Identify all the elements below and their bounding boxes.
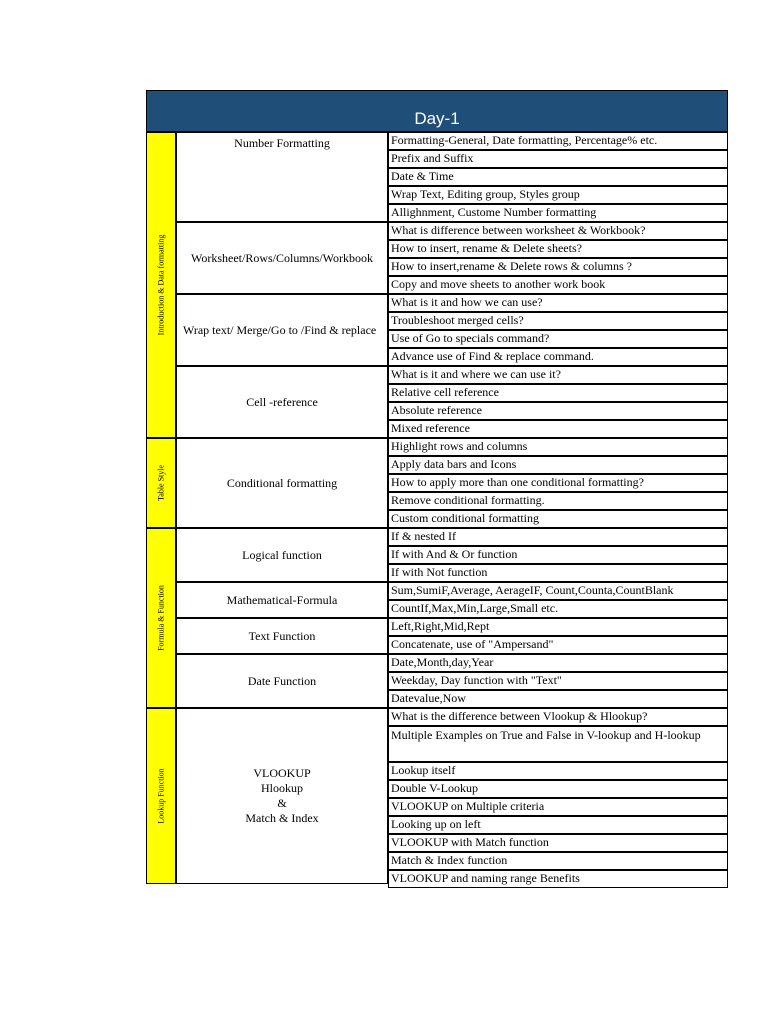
topic-label: Worksheet/Rows/Columns/Workbook — [190, 250, 374, 265]
topic-vlookup — [176, 708, 388, 884]
subtopic-cell: Troubleshoot merged cells? — [388, 312, 728, 330]
subtopic-cell: Custom conditional formatting — [388, 510, 728, 528]
subtopic-cell: What is difference between worksheet & Workbook? — [388, 222, 728, 240]
subtopic-cell: Multiple Examples on True and False in V-lookup and H-lookup — [388, 726, 728, 762]
subtopic-cell: How to apply more than one conditional formatting? — [388, 474, 728, 492]
subtopic-cell: Remove conditional formatting. — [388, 492, 728, 510]
topic-wrap-text — [176, 294, 388, 366]
topic-date-function — [176, 654, 388, 708]
topic-label: Wrap text/ Merge/Go to /Find & replace — [183, 322, 377, 337]
subtopic-cell: Weekday, Day function with "Text" — [388, 672, 728, 690]
subtopic-cell: Wrap Text, Editing group, Styles group — [388, 186, 728, 204]
subtopic-cell: What is it and where we can use it? — [388, 366, 728, 384]
subtopic-cell: Sum,SumiF,Average, AerageIF, Count,Counta,CountBlank — [388, 582, 728, 600]
subtopic-cell: What is it and how we can use? — [388, 294, 728, 312]
topic-line: Hlookup — [261, 781, 303, 795]
topic-label: Date Function — [247, 673, 317, 688]
subtopic-cell: Date,Month,day,Year — [388, 654, 728, 672]
topic-label: Text Function — [248, 628, 316, 643]
subtopic-cell: How to insert,rename & Delete rows & columns ? — [388, 258, 728, 276]
subtopic-cell: VLOOKUP on Multiple criteria — [388, 798, 728, 816]
topic-line: Match & Index — [245, 811, 319, 825]
category-formula — [146, 528, 176, 708]
subtopic-cell: Mixed reference — [388, 420, 728, 438]
topic-logical-function — [176, 528, 388, 582]
category-lookup — [146, 708, 176, 884]
subtopic-cell: Prefix and Suffix — [388, 150, 728, 168]
topic-label: Conditional formatting — [226, 475, 338, 490]
subtopic-cell: Absolute reference — [388, 402, 728, 420]
topic-mathematical-formula — [176, 582, 388, 618]
subtopic-cell: What is the difference between Vlookup & Hlookup? — [388, 708, 728, 726]
subtopic-cell: Concatenate, use of "Ampersand" — [388, 636, 728, 654]
subtopic-cell: CountIf,Max,Min,Large,Small etc. — [388, 600, 728, 618]
topic-worksheet — [176, 222, 388, 294]
subtopic-cell: Highlight rows and columns — [388, 438, 728, 456]
subtopic-cell: Double V-Lookup — [388, 780, 728, 798]
subtopic-cell: Formatting-General, Date formatting, Percentage% etc. — [388, 132, 728, 150]
topic-conditional-formatting — [176, 438, 388, 528]
subtopic-cell: If with And & Or function — [388, 546, 728, 564]
topic-line: VLOOKUP — [253, 766, 311, 780]
category-introduction — [146, 132, 176, 438]
category-label: Lookup Function — [156, 768, 166, 824]
topic-cell-reference — [176, 366, 388, 438]
category-label: Table Style — [156, 464, 166, 502]
subtopic-cell: Match & Index function — [388, 852, 728, 870]
syllabus-table — [146, 90, 728, 884]
subtopic-cell: How to insert, rename & Delete sheets? — [388, 240, 728, 258]
subtopic-cell: Relative cell reference — [388, 384, 728, 402]
subtopic-cell: Looking up on left — [388, 816, 728, 834]
category-table-style — [146, 438, 176, 528]
topic-number-formatting — [176, 132, 388, 222]
subtopic-cell: If with Not function — [388, 564, 728, 582]
subtopic-cell: Date & Time — [388, 168, 728, 186]
topic-line: & — [277, 796, 287, 810]
category-label: Introduction & Data formatting — [156, 234, 166, 336]
topic-label: Mathematical-Formula — [226, 592, 338, 607]
topic-label: Number Formatting — [234, 136, 330, 150]
topic-label: Cell -reference — [246, 394, 318, 409]
subtopic-cell: VLOOKUP and naming range Benefits — [388, 870, 728, 888]
subtopic-cell: Lookup itself — [388, 762, 728, 780]
day-title: Day-1 — [414, 109, 460, 128]
day-header — [146, 90, 728, 132]
subtopic-cell: Left,Right,Mid,Rept — [388, 618, 728, 636]
subtopic-cell: Advance use of Find & replace command. — [388, 348, 728, 366]
subtopic-cell: Datevalue,Now — [388, 690, 728, 708]
topic-text-function — [176, 618, 388, 654]
subtopic-cell: Apply data bars and Icons — [388, 456, 728, 474]
subtopic-cell: Copy and move sheets to another work book — [388, 276, 728, 294]
subtopic-cell: Use of Go to specials command? — [388, 330, 728, 348]
category-label: Formula & Function — [156, 585, 166, 651]
topic-label: Logical function — [242, 547, 322, 562]
subtopic-cell: Allighnment, Custome Number formatting — [388, 204, 728, 222]
subtopic-cell: If & nested If — [388, 528, 728, 546]
subtopic-cell: VLOOKUP with Match function — [388, 834, 728, 852]
